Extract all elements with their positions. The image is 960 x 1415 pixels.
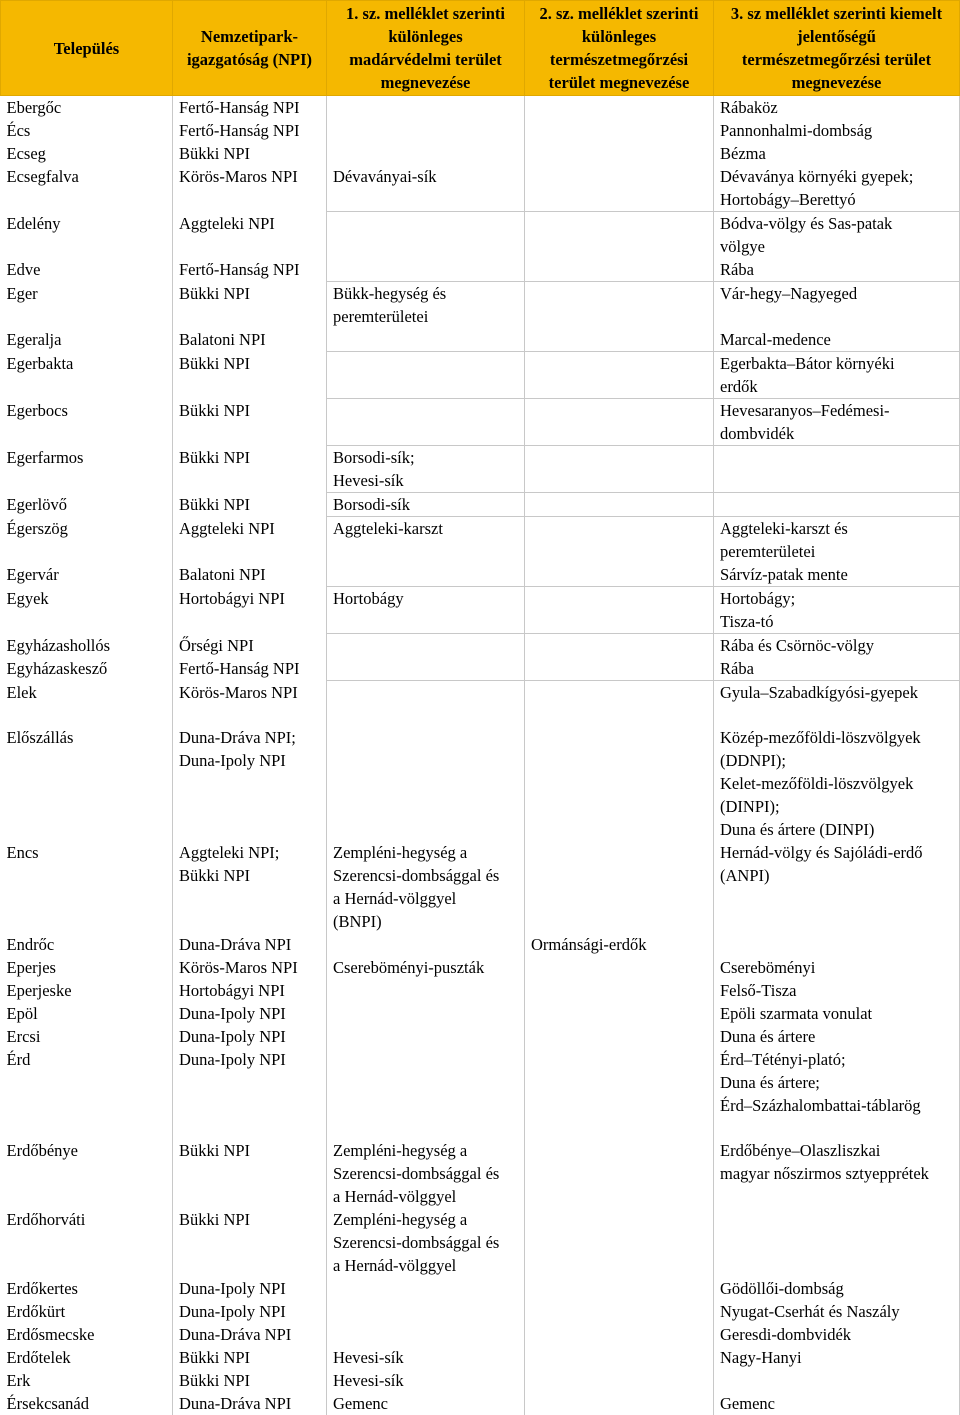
priority-area-cell: Dévaványa környéki gyepek; Hortobágy–Berettyó (714, 165, 960, 212)
table-row (1, 282, 960, 329)
directorate-cell: Bükki NPI (173, 142, 327, 165)
spacer-cell (327, 704, 525, 726)
bird-area-cell: Hevesi-sík (327, 1369, 525, 1392)
settlement-cell: Edve (1, 258, 173, 282)
bird-area-cell (327, 96, 525, 120)
special-area-cell (525, 165, 714, 212)
special-area-cell (525, 726, 714, 841)
priority-area-cell: Érd–Tétényi-plató; Duna és ártere; Érd–Százhalombattai-táblarög (714, 1048, 960, 1117)
settlement-cell: Ecsegfalva (1, 165, 173, 212)
special-area-cell (525, 352, 714, 399)
special-area-cell (525, 96, 714, 120)
priority-area-cell: Rába (714, 258, 960, 282)
directorate-cell: Körös-Maros NPI (173, 681, 327, 705)
special-area-cell (525, 956, 714, 979)
settlement-cell: Écs (1, 119, 173, 142)
priority-area-cell: Egerbakta–Bátor környéki erdők (714, 352, 960, 399)
settlement-cell: Erdőkürt (1, 1300, 173, 1323)
settlement-cell: Erdőkertes (1, 1277, 173, 1300)
bird-area-cell: Gemenc (327, 1392, 525, 1415)
directorate-cell: Bükki NPI (173, 282, 327, 329)
bird-area-cell (327, 1048, 525, 1117)
settlement-cell: Epöl (1, 1002, 173, 1025)
table-row (1, 956, 960, 979)
priority-area-cell: Gyula–Szabadkígyósi-gyepek (714, 681, 960, 705)
bird-area-cell (327, 119, 525, 142)
table-row (1, 563, 960, 587)
priority-area-cell: Pannonhalmi-dombság (714, 119, 960, 142)
bird-area-cell (327, 352, 525, 399)
special-area-cell (525, 258, 714, 282)
priority-area-cell: Gödöllői-dombság (714, 1277, 960, 1300)
table-row (1, 446, 960, 493)
bird-area-cell (327, 657, 525, 681)
settlement-cell: Egerbakta (1, 352, 173, 399)
table-row (1, 1323, 960, 1346)
directorate-cell: Fertő-Hanság NPI (173, 258, 327, 282)
directorate-cell: Bükki NPI (173, 352, 327, 399)
header-special-conservation-area: 2. sz. melléklet szerinti különleges természetmegőrzési terület megnevezése (525, 1, 714, 96)
special-area-cell (525, 1323, 714, 1346)
directorate-cell: Bükki NPI (173, 1346, 327, 1369)
directorate-cell: Hortobágyi NPI (173, 587, 327, 634)
bird-area-cell (327, 399, 525, 446)
special-area-cell (525, 1002, 714, 1025)
table-row (1, 933, 960, 956)
table-row (1, 657, 960, 681)
priority-area-cell: Erdőbénye–Olaszliszkai magyar nőszirmos sztyepprétek (714, 1139, 960, 1208)
directorate-cell: Hortobágyi NPI (173, 979, 327, 1002)
settlement-cell: Elek (1, 681, 173, 705)
special-area-cell (525, 1277, 714, 1300)
priority-area-cell: Hortobágy; Tisza-tó (714, 587, 960, 634)
directorate-cell: Duna-Ipoly NPI (173, 1277, 327, 1300)
special-area-cell (525, 119, 714, 142)
directorate-cell: Duna-Ipoly NPI (173, 1300, 327, 1323)
special-area-cell (525, 1369, 714, 1392)
priority-area-cell: Gemenc (714, 1392, 960, 1415)
special-area-cell: Ormánsági-erdők (525, 933, 714, 956)
spacer-cell (1, 1117, 173, 1139)
bird-area-cell (327, 212, 525, 259)
spacer-cell (714, 704, 960, 726)
directorate-cell: Aggteleki NPI; Bükki NPI (173, 841, 327, 933)
settlement-cell: Edelény (1, 212, 173, 259)
directorate-cell: Őrségi NPI (173, 634, 327, 658)
table-row (1, 352, 960, 399)
settlement-cell: Érd (1, 1048, 173, 1117)
table-row (1, 1369, 960, 1392)
settlement-cell: Érsekcsanád (1, 1392, 173, 1415)
settlement-cell: Égerszög (1, 517, 173, 564)
priority-area-cell: Duna és ártere (714, 1025, 960, 1048)
directorate-cell: Balatoni NPI (173, 328, 327, 352)
bird-area-cell (327, 1025, 525, 1048)
table-row (1, 517, 960, 564)
settlement-cell: Eperjes (1, 956, 173, 979)
bird-area-cell: Borsodi-sík (327, 493, 525, 517)
bird-area-cell: Csereböményi-puszták (327, 956, 525, 979)
spacer-cell (1, 704, 173, 726)
special-area-cell (525, 634, 714, 658)
settlement-cell: Endrőc (1, 933, 173, 956)
directorate-cell: Bükki NPI (173, 446, 327, 493)
bird-area-cell (327, 681, 525, 705)
settlement-cell: Egyházashollós (1, 634, 173, 658)
bird-area-cell (327, 1002, 525, 1025)
settlement-cell: Egeralja (1, 328, 173, 352)
bird-area-cell (327, 979, 525, 1002)
settlement-cell: Erdőtelek (1, 1346, 173, 1369)
table-row (1, 587, 960, 634)
directorate-cell: Fertő-Hanság NPI (173, 119, 327, 142)
table-row (1, 258, 960, 282)
table-row (1, 399, 960, 446)
settlement-cell: Erdősmecske (1, 1323, 173, 1346)
bird-area-cell (327, 258, 525, 282)
priority-area-cell (714, 446, 960, 493)
table-row (1, 634, 960, 658)
bird-area-cell: Zempléni-hegység a Szerencsi-dombsággal és a Hernád-völggyel (327, 1208, 525, 1277)
settlement-cell: Eger (1, 282, 173, 329)
bird-area-cell (327, 1277, 525, 1300)
priority-area-cell: Felső-Tisza (714, 979, 960, 1002)
directorate-cell: Bükki NPI (173, 1208, 327, 1277)
special-area-cell (525, 841, 714, 933)
priority-area-cell: Hernád-völgy és Sajóládi-erdő (ANPI) (714, 841, 960, 933)
settlement-cell: Ercsi (1, 1025, 173, 1048)
special-area-cell (525, 212, 714, 259)
header-priority-conservation-area: 3. sz melléklet szerinti kiemelt jelentőségű természetmegőrzési terület megnevezése (714, 1, 960, 96)
priority-area-cell: Bézma (714, 142, 960, 165)
directorate-cell: Duna-Ipoly NPI (173, 1025, 327, 1048)
special-area-cell (525, 681, 714, 705)
table-row (1, 681, 960, 705)
bird-area-cell: Bükk-hegység és peremterületei (327, 282, 525, 329)
priority-area-cell: Nagy-Hanyi (714, 1346, 960, 1369)
table-row (1, 979, 960, 1002)
priority-area-cell: Közép-mezőföldi-löszvölgyek (DDNPI); Kelet-mezőföldi-löszvölgyek (DINPI); Duna és ártere (DINPI) (714, 726, 960, 841)
settlement-cell: Egerlövő (1, 493, 173, 517)
directorate-cell: Körös-Maros NPI (173, 956, 327, 979)
spacer-row (1, 704, 960, 726)
priority-area-cell (714, 493, 960, 517)
bird-area-cell: Zempléni-hegység a Szerencsi-dombsággal és a Hernád-völggyel (BNPI) (327, 841, 525, 933)
table-row (1, 1139, 960, 1208)
priority-area-cell: Epöli szarmata vonulat (714, 1002, 960, 1025)
table-row (1, 165, 960, 212)
priority-area-cell: Csereböményi (714, 956, 960, 979)
priority-area-cell: Sárvíz-patak mente (714, 563, 960, 587)
priority-area-cell: Marcal-medence (714, 328, 960, 352)
table-row (1, 1277, 960, 1300)
spacer-cell (525, 1117, 714, 1139)
bird-area-cell (327, 726, 525, 841)
table-row (1, 142, 960, 165)
table-row (1, 1025, 960, 1048)
special-area-cell (525, 142, 714, 165)
priority-area-cell: Nyugat-Cserhát és Naszály (714, 1300, 960, 1323)
header-settlement: Település (1, 1, 173, 96)
spacer-cell (714, 1117, 960, 1139)
settlement-cell: Erk (1, 1369, 173, 1392)
special-area-cell (525, 1300, 714, 1323)
table-row (1, 1048, 960, 1117)
priority-area-cell: Rába (714, 657, 960, 681)
priority-area-cell: Geresdi-dombvidék (714, 1323, 960, 1346)
table-row (1, 1300, 960, 1323)
priority-area-cell (714, 1208, 960, 1277)
settlement-cell: Egyek (1, 587, 173, 634)
directorate-cell: Bükki NPI (173, 493, 327, 517)
header-bird-protection-area: 1. sz. melléklet szerinti különleges madárvédelmi terület megnevezése (327, 1, 525, 96)
bird-area-cell (327, 563, 525, 587)
directorate-cell: Duna-Dráva NPI (173, 1323, 327, 1346)
special-area-cell (525, 328, 714, 352)
priority-area-cell (714, 1369, 960, 1392)
special-area-cell (525, 1139, 714, 1208)
directorate-cell: Balatoni NPI (173, 563, 327, 587)
priority-area-cell (714, 933, 960, 956)
table-row (1, 493, 960, 517)
table-row (1, 212, 960, 259)
bird-area-cell: Zempléni-hegység a Szerencsi-dombsággal és a Hernád-völggyel (327, 1139, 525, 1208)
table-row (1, 1002, 960, 1025)
directorate-cell: Duna-Ipoly NPI (173, 1002, 327, 1025)
special-area-cell (525, 1025, 714, 1048)
settlement-cell: Encs (1, 841, 173, 933)
priority-area-cell: Vár-hegy–Nagyeged (714, 282, 960, 329)
directorate-cell: Duna-Dráva NPI (173, 1392, 327, 1415)
priority-area-cell: Rábaköz (714, 96, 960, 120)
settlement-cell: Ecseg (1, 142, 173, 165)
settlement-cell: Egerfarmos (1, 446, 173, 493)
priority-area-cell: Bódva-völgy és Sas-patak völgye (714, 212, 960, 259)
spacer-cell (173, 704, 327, 726)
bird-area-cell: Hortobágy (327, 587, 525, 634)
special-area-cell (525, 587, 714, 634)
bird-area-cell (327, 933, 525, 956)
table-row (1, 1208, 960, 1277)
special-area-cell (525, 979, 714, 1002)
settlement-cell: Erdőbénye (1, 1139, 173, 1208)
bird-area-cell: Dévaványai-sík (327, 165, 525, 212)
table-row (1, 119, 960, 142)
bird-area-cell: Aggteleki-karszt (327, 517, 525, 564)
priority-area-cell: Hevesaranyos–Fedémesi- dombvidék (714, 399, 960, 446)
directorate-cell: Duna-Dráva NPI; Duna-Ipoly NPI (173, 726, 327, 841)
table-row (1, 726, 960, 841)
spacer-row (1, 1117, 960, 1139)
directorate-cell: Aggteleki NPI (173, 517, 327, 564)
special-area-cell (525, 1208, 714, 1277)
special-area-cell (525, 1346, 714, 1369)
special-area-cell (525, 282, 714, 329)
special-area-cell (525, 657, 714, 681)
priority-area-cell: Aggteleki-karszt és peremterületei (714, 517, 960, 564)
table-row (1, 96, 960, 120)
special-area-cell (525, 493, 714, 517)
bird-area-cell: Borsodi-sík; Hevesi-sík (327, 446, 525, 493)
directorate-cell: Aggteleki NPI (173, 212, 327, 259)
table-row (1, 1346, 960, 1369)
header-row (1, 1, 960, 96)
directorate-cell: Bükki NPI (173, 1369, 327, 1392)
directorate-cell: Fertő-Hanság NPI (173, 657, 327, 681)
spacer-cell (525, 704, 714, 726)
bird-area-cell (327, 634, 525, 658)
priority-area-cell: Rába és Csörnöc-völgy (714, 634, 960, 658)
table-row (1, 328, 960, 352)
bird-area-cell: Hevesi-sík (327, 1346, 525, 1369)
directorate-cell: Körös-Maros NPI (173, 165, 327, 212)
special-area-cell (525, 563, 714, 587)
directorate-cell: Duna-Ipoly NPI (173, 1048, 327, 1117)
bird-area-cell (327, 328, 525, 352)
special-area-cell (525, 399, 714, 446)
special-area-cell (525, 1048, 714, 1117)
directorate-cell: Bükki NPI (173, 399, 327, 446)
spacer-cell (173, 1117, 327, 1139)
table-row (1, 841, 960, 933)
header-national-park-directorate: Nemzetipark- igazgatóság (NPI) (173, 1, 327, 96)
directorate-cell: Fertő-Hanság NPI (173, 96, 327, 120)
directorate-cell: Duna-Dráva NPI (173, 933, 327, 956)
bird-area-cell (327, 1323, 525, 1346)
directorate-cell: Bükki NPI (173, 1139, 327, 1208)
settlement-cell: Előszállás (1, 726, 173, 841)
special-area-cell (525, 446, 714, 493)
settlement-cell: Egervár (1, 563, 173, 587)
spacer-cell (327, 1117, 525, 1139)
bird-area-cell (327, 142, 525, 165)
settlement-cell: Ebergőc (1, 96, 173, 120)
settlement-cell: Eperjeske (1, 979, 173, 1002)
settlement-cell: Erdőhorváti (1, 1208, 173, 1277)
settlement-cell: Egyházaskesző (1, 657, 173, 681)
special-area-cell (525, 517, 714, 564)
settlement-cell: Egerbocs (1, 399, 173, 446)
bird-area-cell (327, 1300, 525, 1323)
